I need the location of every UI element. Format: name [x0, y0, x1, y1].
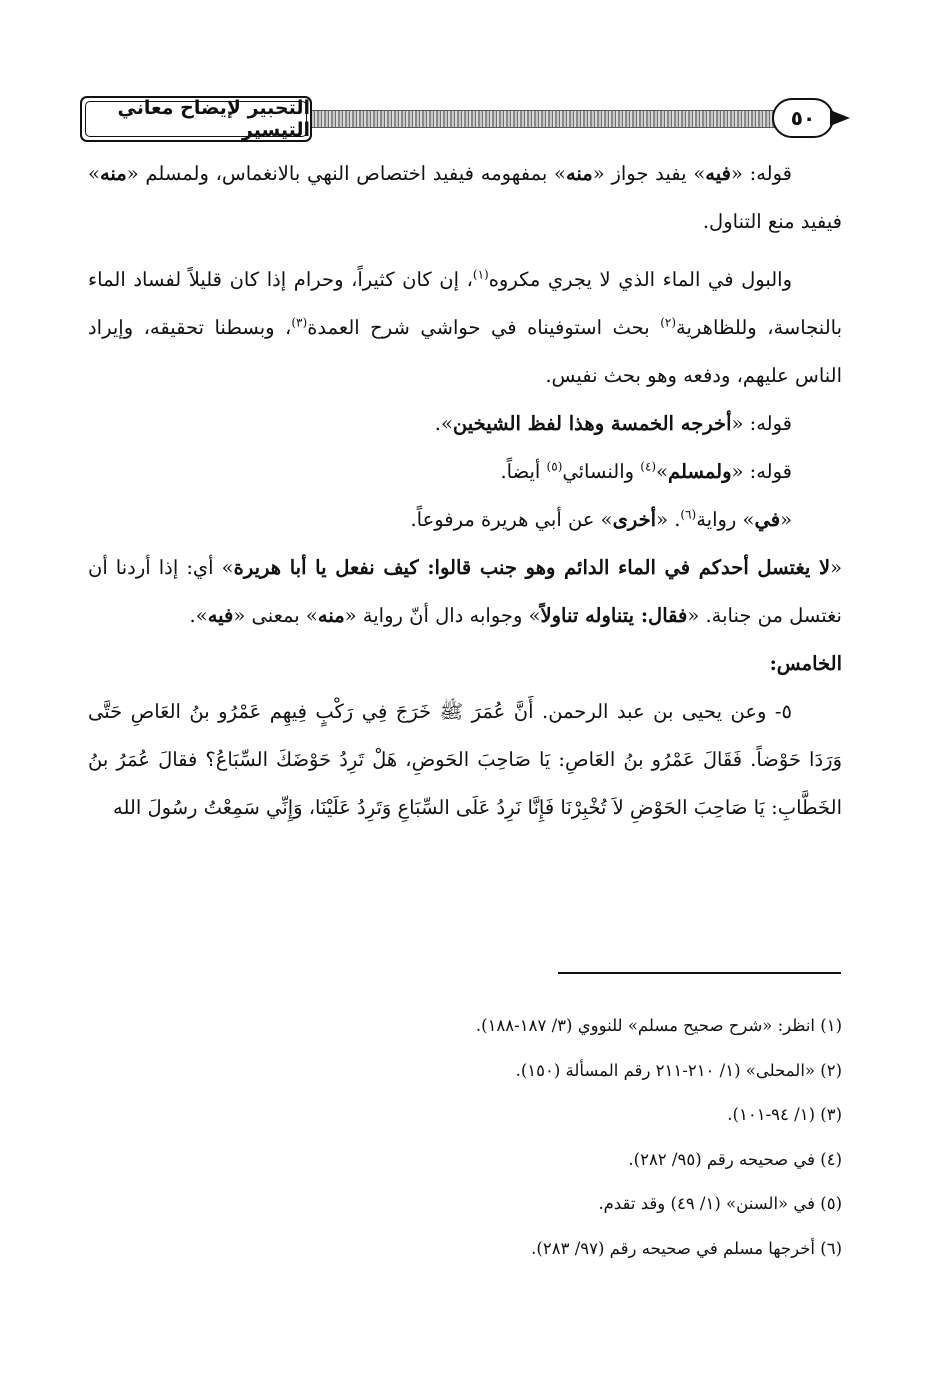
bold-quote: في — [754, 508, 781, 531]
bold-quote: أخرجه الخمسة وهذا لفظ الشيخين — [452, 412, 732, 435]
book-title: التحبير لإيضاح معاني التيسير — [117, 97, 310, 141]
paragraph-2 — [88, 256, 842, 400]
book-title-box — [80, 96, 312, 142]
paragraph-6 — [88, 544, 842, 640]
footnote-ref: (٣) — [291, 315, 308, 330]
bold-quote: منه — [99, 162, 127, 185]
text-run: » يفيد جواز « — [592, 162, 706, 185]
footnote-ref: (٢) — [660, 315, 677, 330]
text-run: أيضاً. — [500, 460, 547, 483]
text-run: . « — [656, 508, 681, 531]
footnote: (٥) في «السنن» (١/ ٤٩) وقد تقدم. — [598, 1194, 842, 1213]
paragraph-5 — [88, 496, 842, 544]
footnote-ref: (٤) — [640, 459, 657, 474]
text-run: والنسائي — [562, 460, 641, 483]
footnote: (٣) (١/ ٩٤-١٠١). — [727, 1105, 842, 1124]
text-run: قوله: « — [731, 460, 792, 483]
page-header — [80, 96, 850, 152]
bold-quote: منه — [317, 604, 345, 627]
paragraph-3 — [88, 400, 842, 448]
text-run: « — [830, 556, 842, 579]
section-heading — [88, 640, 842, 688]
text-run: » رواية — [696, 508, 755, 531]
hadith-paragraph: ٥- وعن يحيى بن عبد الرحمن. أَنَّ عُمَرَ ﷺ خَرَجَ فِي رَكْبٍ فِيهِم عَمْرُو بنُ العَاصِ حَتَّى وَرَدَا حَوْضاً. فَقَالَ عَمْرُو بنُ العَاصِ: يَا صَاحِبَ الحَوضِ، هَلْ تَرِدُ حَوْضَكَ السِّبَاعُ؟ فقالَ عُمَرُ بنُ الخَطَّابِ: يَا صَاحِبَ الحَوْضِ لاَ تُخْبِرْنَا فَإِنَّا نَرِدُ عَلَى السِّبَاعِ وَتَرِدُ عَلَيْنَا، وَإِنِّي سَمِعْتُ رسُولَ الله — [88, 700, 842, 819]
text-run: » — [656, 460, 669, 483]
footnote: (١) انظر: «شرح صحيح مسلم» للنووي (٣/ ١٨٧-١٨٨). — [475, 1016, 842, 1035]
footnotes — [88, 1004, 842, 1271]
page-number: ٥٠ — [790, 106, 816, 130]
text-run: والبول في الماء الذي لا يجري مكروه — [488, 268, 792, 291]
page-number-pointer-icon — [830, 110, 850, 126]
text-run: « — [780, 508, 792, 531]
bold-quote: فيه — [705, 162, 731, 185]
text-run: ، إن كان كثيراً، وحرام إذا كان قليلاً لفساد الماء بالنجاسة، وللظاهرية — [88, 268, 842, 339]
text-run: ». — [434, 412, 453, 435]
footnote-ref: (٥) — [546, 459, 563, 474]
text-run: » بمعنى « — [233, 604, 318, 627]
text-run: قوله: « — [730, 162, 792, 185]
footnote: (٦) أخرجها مسلم في صحيحه رقم (٩٧/ ٢٨٣). — [531, 1238, 842, 1258]
footnote-divider — [558, 972, 841, 974]
text-run: قوله: « — [731, 412, 792, 435]
bold-quote: ولمسلم — [668, 460, 732, 483]
main-text — [88, 150, 842, 832]
text-run: » عن أبي هريرة مرفوعاً. — [410, 508, 613, 531]
footnote-ref: (١) — [472, 267, 489, 282]
header-ornament-band — [310, 110, 780, 128]
paragraph-4 — [88, 448, 842, 496]
text-run: » أي: إذا أردنا أن نغتسل من جنابة. « — [88, 556, 842, 627]
bold-quote: لا يغتسل أحدكم في الماء الدائم وهو جنب قالوا: كيف نفعل يا أبا هريرة — [233, 556, 831, 579]
bold-quote: أخرى — [612, 508, 657, 531]
heading-text: الخامس: — [769, 652, 842, 675]
text-run: بحث استوفيناه في حواشي شرح العمدة — [307, 316, 661, 339]
bold-quote: فيه — [207, 604, 234, 627]
text-run: » فيفيد منع التناول. — [88, 162, 842, 233]
text-run: ». — [189, 604, 208, 627]
footnote: (٢) «المحلى» (١/ ٢١٠-٢١١ رقم المسألة (١٥٠). — [515, 1060, 842, 1080]
footnote: (٤) في صحيحه رقم (٩٥/ ٢٨٢). — [628, 1149, 842, 1169]
bold-quote: منه — [565, 162, 593, 185]
text-run: » بمفهومه فيفيد اختصاص النهي بالانغماس، ولمسلم « — [126, 162, 566, 185]
text-run: ، وبسطنا تحقيقه، وإيراد الناس عليهم، ودفعه وهو بحث نفيس. — [88, 316, 842, 387]
text-run: » وجوابه دال أنّ رواية « — [344, 604, 541, 627]
bold-quote: فقال: يتناوله تناولاً — [540, 604, 688, 627]
page-number-badge — [772, 98, 834, 138]
paragraph-1 — [88, 150, 842, 246]
footnote-ref: (٦) — [680, 507, 697, 522]
